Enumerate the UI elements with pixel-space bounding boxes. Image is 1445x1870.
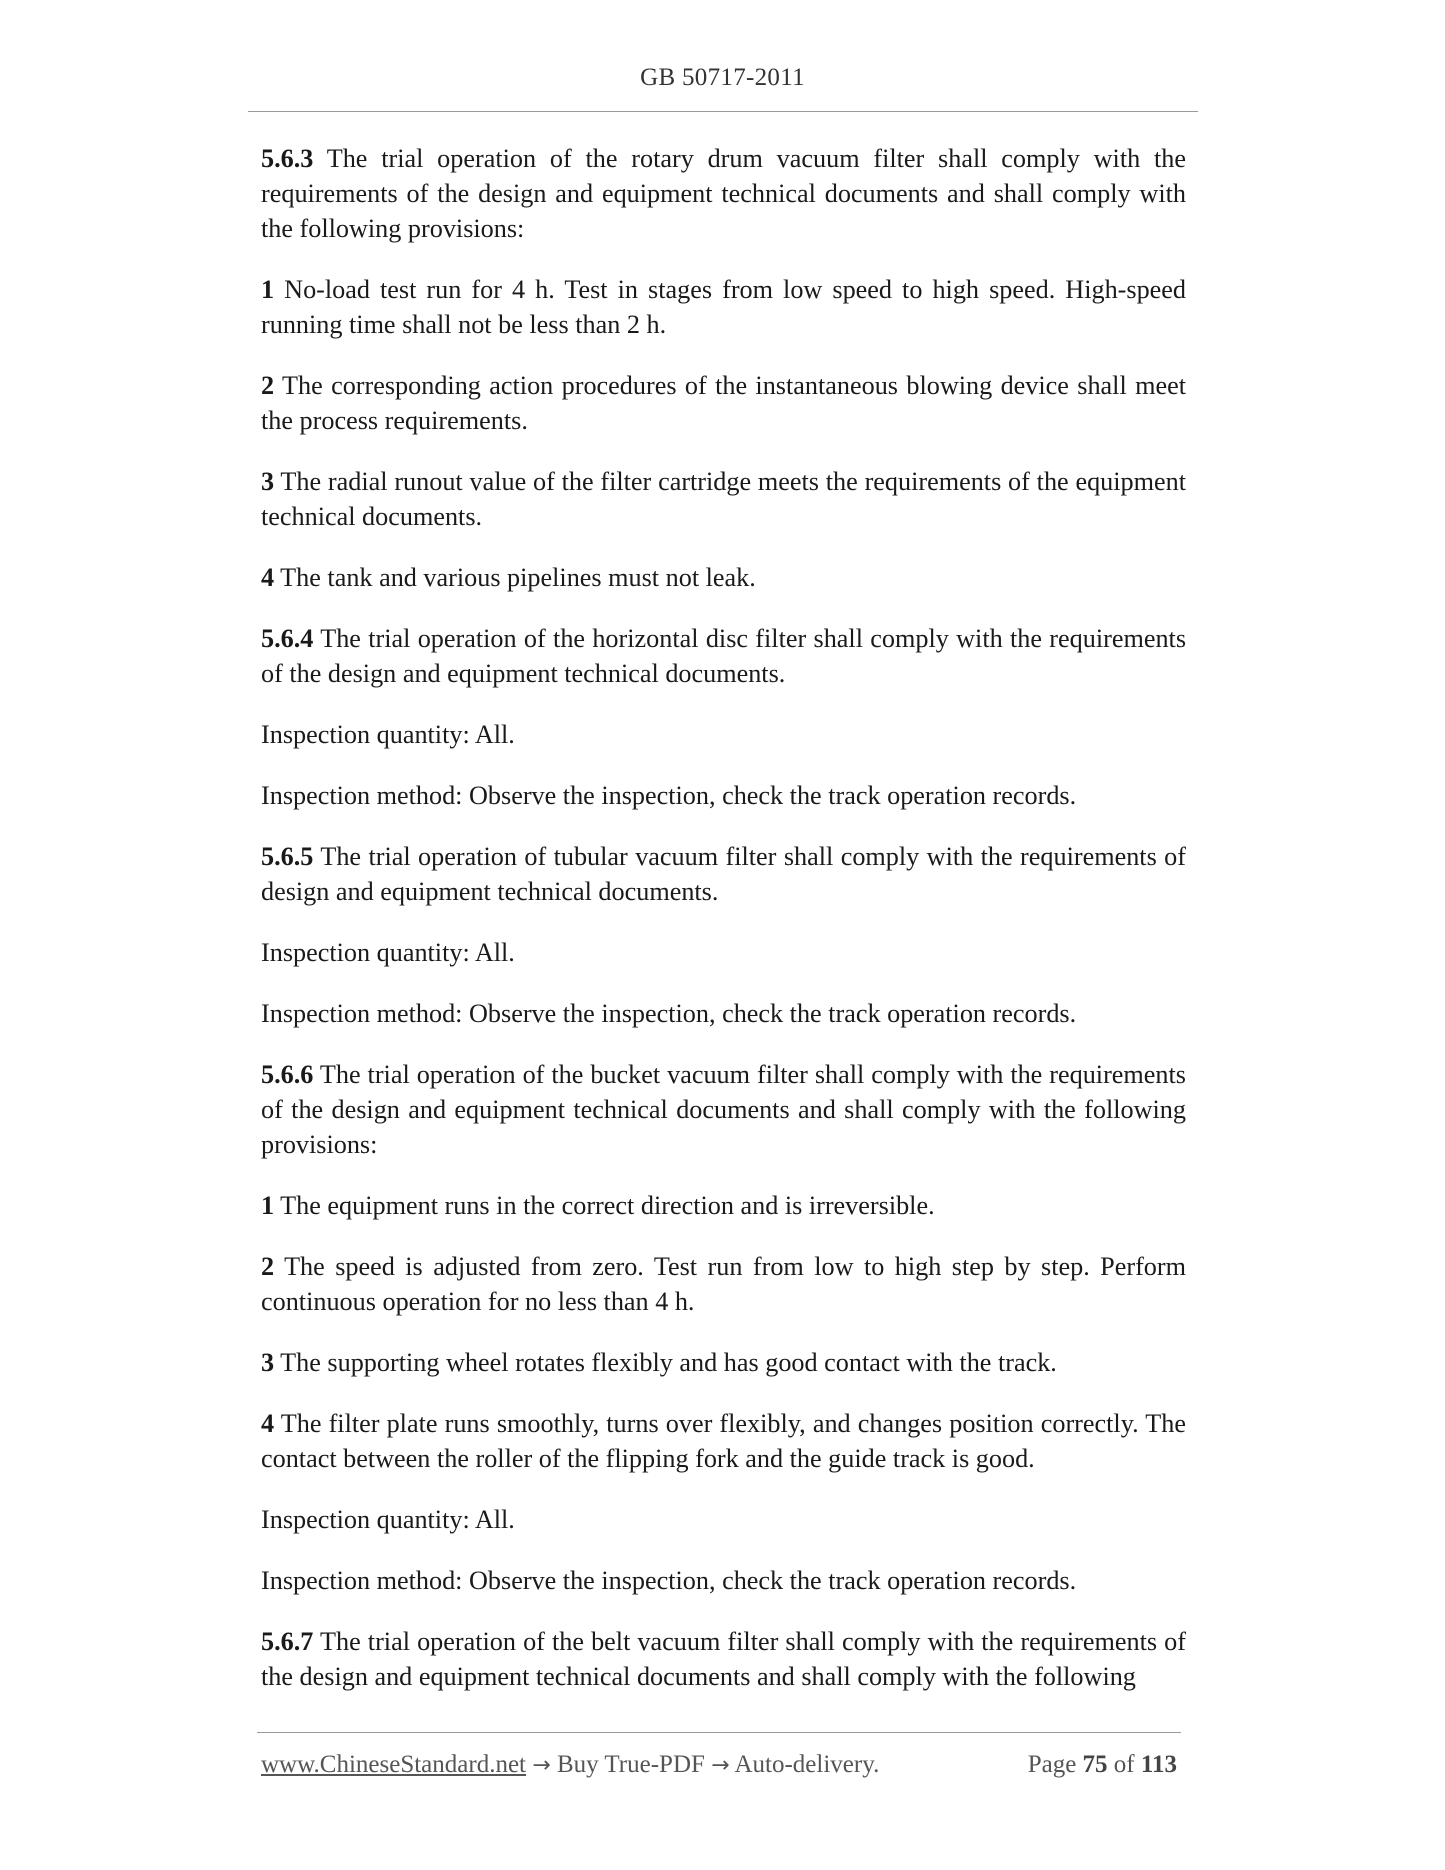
header-divider — [248, 111, 1198, 112]
inspection-method — [261, 778, 1186, 813]
clause-label: 5.6.4 — [261, 624, 314, 653]
item-label: 3 — [261, 1348, 275, 1377]
item-label: 4 — [261, 1409, 275, 1438]
clause-text: The trial operation of the horizontal disc filter shall comply with the requirements of the design and equipment technical documents. — [261, 624, 1187, 688]
clause-label: 5.6.7 — [261, 1627, 314, 1656]
buy-pdf-text: Buy True-PDF — [556, 1751, 705, 1778]
document-code: GB 50717-2011 — [640, 64, 805, 91]
item-label: 1 — [261, 275, 275, 304]
clause-label: 5.6.6 — [261, 1060, 314, 1089]
provision-item — [261, 1188, 1186, 1223]
of-word: of — [1113, 1751, 1135, 1778]
arrow-right-icon: → — [532, 1753, 551, 1778]
item-text: The supporting wheel rotates flexibly and has good contact with the track. — [280, 1348, 1057, 1377]
provision-item — [261, 464, 1186, 534]
provision-item — [261, 1345, 1186, 1380]
clause-5-6-3 — [261, 141, 1186, 246]
clause-label: 5.6.3 — [261, 144, 314, 173]
item-text: The radial runout value of the filter cartridge meets the requirements of the equipment technical documents. — [261, 467, 1186, 531]
inspection-text: Inspection quantity: All. — [261, 1505, 515, 1534]
page-word: Page — [1027, 1751, 1077, 1778]
item-label: 4 — [261, 563, 275, 592]
provision-item — [261, 1406, 1186, 1476]
item-label: 3 — [261, 467, 275, 496]
clause-text: The trial operation of the rotary drum vacuum filter shall comply with the requirements of the design and equipment technical documents and shall comply with the following provisions: — [261, 144, 1186, 243]
total-pages: 113 — [1140, 1751, 1177, 1778]
provision-item — [261, 1249, 1186, 1319]
clause-text: The trial operation of the belt vacuum filter shall comply with the requirements of the design and equipment technical documents and shall comply with the following — [261, 1627, 1186, 1691]
item-label: 2 — [261, 371, 275, 400]
inspection-text: Inspection method: Observe the inspection, check the track operation records. — [261, 999, 1077, 1028]
page-footer — [261, 1751, 1181, 1779]
item-label: 2 — [261, 1252, 275, 1281]
provision-item — [261, 272, 1186, 342]
inspection-text: Inspection quantity: All. — [261, 720, 515, 749]
website-link[interactable]: www.ChineseStandard.net — [261, 1751, 526, 1778]
inspection-method — [261, 996, 1186, 1031]
current-page: 75 — [1082, 1751, 1108, 1778]
item-text: The filter plate runs smoothly, turns over flexibly, and changes position correctly. The contact between the roller of the flipping fork and the guide track is good. — [261, 1409, 1186, 1473]
inspection-text: Inspection method: Observe the inspection, check the track operation records. — [261, 1566, 1077, 1595]
provision-item — [261, 368, 1186, 438]
clause-5-6-4 — [261, 621, 1186, 691]
clause-text: The trial operation of the bucket vacuum filter shall comply with the requirements of the design and equipment technical documents and shall comply with the following provisions: — [261, 1060, 1186, 1159]
inspection-method — [261, 1563, 1186, 1598]
inspection-quantity — [261, 1502, 1186, 1537]
clause-5-6-5 — [261, 839, 1186, 909]
provision-item — [261, 560, 1186, 595]
item-text: The speed is adjusted from zero. Test run from low to high step by step. Perform continuous operation for no less than 4 h. — [261, 1252, 1186, 1316]
clause-5-6-6 — [261, 1057, 1186, 1162]
footer-divider — [257, 1732, 1181, 1733]
item-label: 1 — [261, 1191, 275, 1220]
clause-label: 5.6.5 — [261, 842, 314, 871]
document-body — [261, 141, 1186, 1694]
auto-delivery-text: Auto-delivery. — [734, 1751, 880, 1778]
item-text: The corresponding action procedures of the instantaneous blowing device shall meet the process requirements. — [261, 371, 1187, 435]
item-text: The tank and various pipelines must not leak. — [280, 563, 756, 592]
inspection-quantity — [261, 935, 1186, 970]
item-text: No-load test run for 4 h. Test in stages from low speed to high speed. High-speed running time shall not be less than 2 h. — [261, 275, 1187, 339]
footer-promo — [261, 1751, 879, 1779]
item-text: The equipment runs in the correct direction and is irreversible. — [280, 1191, 935, 1220]
page-number — [1028, 1751, 1181, 1779]
inspection-quantity — [261, 717, 1186, 752]
inspection-text: Inspection quantity: All. — [261, 938, 515, 967]
clause-text: The trial operation of tubular vacuum filter shall comply with the requirements of design and equipment technical documents. — [261, 842, 1186, 906]
clause-5-6-7 — [261, 1624, 1186, 1694]
inspection-text: Inspection method: Observe the inspection, check the track operation records. — [261, 781, 1077, 810]
arrow-right-icon: → — [711, 1753, 730, 1778]
